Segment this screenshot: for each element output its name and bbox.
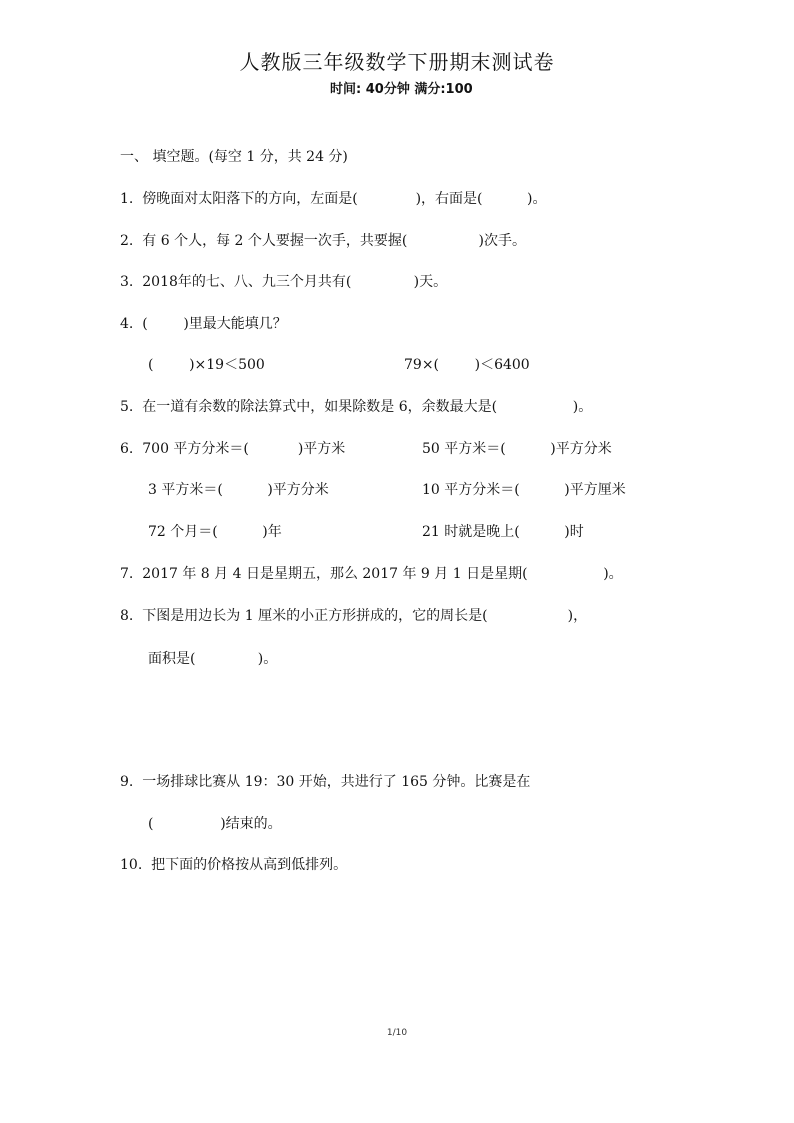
question-4-part-b: 79×( )＜6400 xyxy=(404,357,530,373)
question-3: 3. 2018年的七、八、九三个月共有( )天。 xyxy=(120,274,448,290)
question-1: 1. 傍晚面对太阳落下的方向，左面是( )，右面是( )。 xyxy=(120,191,547,207)
section-heading: 一、 填空题。(每空 1 分，共 24 分) xyxy=(120,149,348,165)
page-title: 人教版三年级数学下册期末测试卷 xyxy=(239,50,555,74)
question-4: 4. ( )里最大能填几？ xyxy=(120,316,287,332)
question-10: 10. 把下面的价格按从高到低排列。 xyxy=(120,857,348,873)
page-number: 1/10 xyxy=(386,1028,408,1038)
question-8-line-2: 面积是( )。 xyxy=(148,651,278,667)
question-7: 7. 2017 年 8 月 4 日是星期五，那么 2017 年 9 月 1 日是星期( )。 xyxy=(120,566,623,582)
question-6-part-c: 3 平方米＝( )平方分米 xyxy=(148,482,329,498)
question-2: 2. 有 6 个人，每 2 个人要握一次手，共要握( )次手。 xyxy=(120,233,526,249)
exam-info: 时间: 40分钟 满分:100 xyxy=(330,82,473,97)
question-9-line-1: 9. 一场排球比赛从 19：30 开始，共进行了 165 分钟。比赛是在 xyxy=(120,774,531,790)
question-8-line-1: 8. 下图是用边长为 1 厘米的小正方形拼成的，它的周长是( )， xyxy=(120,608,588,624)
question-6-part-e: 72 个月＝( )年 xyxy=(148,524,282,540)
question-6-part-f: 21 时就是晚上( )时 xyxy=(422,524,584,540)
question-6-part-b: 50 平方米＝( )平方分米 xyxy=(422,441,612,457)
question-9-line-2: ( )结束的。 xyxy=(148,816,282,832)
question-6-part-d: 10 平方分米＝( )平方厘米 xyxy=(422,482,626,498)
question-5: 5. 在一道有余数的除法算式中，如果除数是 6，余数最大是( )。 xyxy=(120,399,593,415)
question-4-part-a: ( )×19＜500 xyxy=(148,357,265,373)
question-6-part-a: 6. 700 平方分米＝( )平方米 xyxy=(120,441,346,457)
